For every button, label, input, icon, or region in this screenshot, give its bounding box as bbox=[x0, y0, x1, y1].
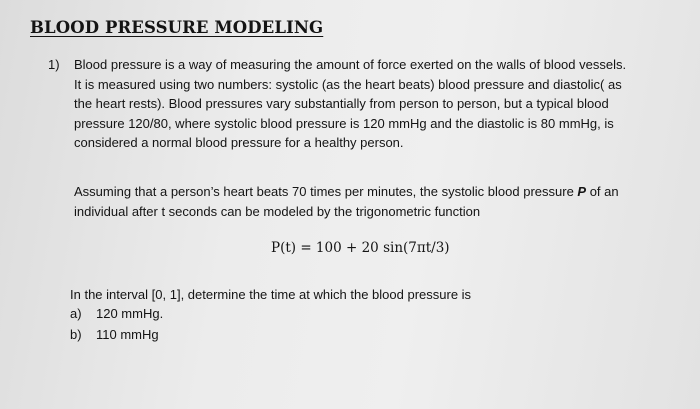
variable-p: P bbox=[577, 184, 587, 199]
paragraph-line: individual after t seconds can be modeled by the trigonometric function bbox=[74, 203, 481, 219]
option-text: 120 mmHg. bbox=[96, 306, 164, 321]
paragraph-line bbox=[74, 182, 664, 202]
model-paragraph bbox=[74, 182, 664, 221]
option-label: b) bbox=[70, 327, 82, 342]
paragraph-text: of an bbox=[586, 184, 619, 199]
option-label: a) bbox=[70, 306, 82, 321]
option-a bbox=[70, 306, 163, 321]
intro-paragraph bbox=[74, 55, 664, 153]
option-b bbox=[70, 327, 159, 342]
paragraph-line: considered a normal blood pressure for a healthy person. bbox=[74, 135, 404, 151]
paragraph-line: pressure 120/80, where systolic blood pressure is 120 mmHg and the diastolic is 80 mmHg, is bbox=[74, 115, 614, 131]
question-text: In the interval [0, 1], determine the time at which the blood pressure is bbox=[70, 287, 472, 302]
paragraph-line: It is measured using two numbers: systolic (as the heart beats) blood pressure and diastolic( as bbox=[74, 76, 622, 92]
page-title: BLOOD PRESSURE MODELING bbox=[30, 18, 324, 37]
option-text: 110 mmHg bbox=[96, 327, 159, 342]
paragraph-line: the heart rests). Blood pressures vary substantially from person to person, but a typical blood bbox=[74, 96, 609, 112]
question-number: 1) bbox=[48, 57, 60, 72]
formula: P(t) = 100 + 20 sin(7πt/3) bbox=[271, 240, 450, 256]
paragraph-line: Blood pressure is a way of measuring the amount of force exerted on the walls of blood vessels. bbox=[74, 57, 627, 72]
paragraph-text: Assuming that a person’s heart beats 70 times per minutes, the systolic blood pressure bbox=[74, 184, 578, 199]
